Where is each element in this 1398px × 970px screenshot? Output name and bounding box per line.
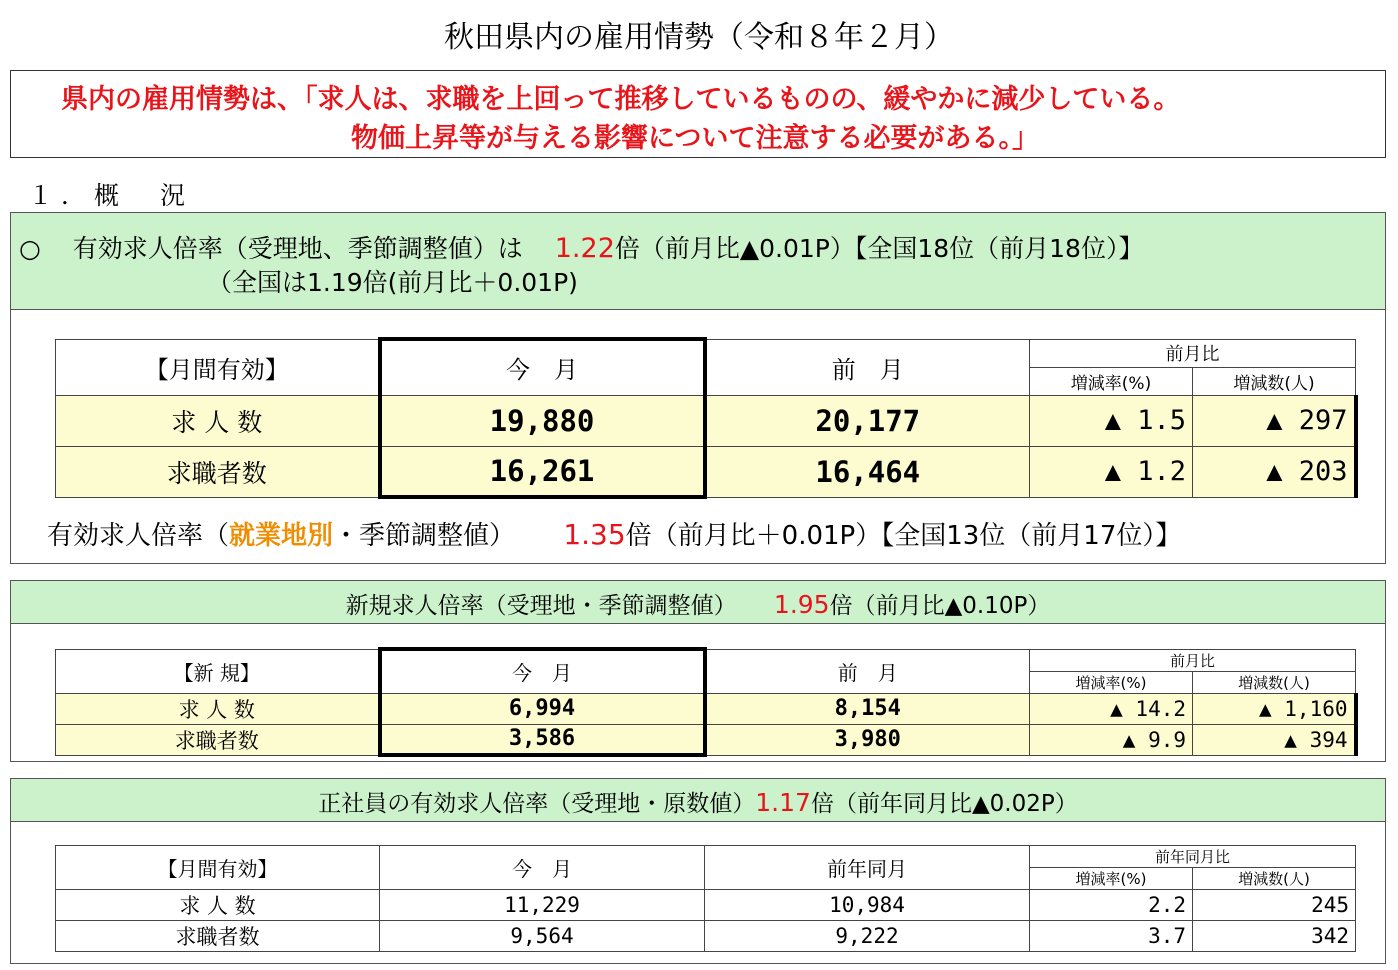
row-rate: ▲ 1.2: [1030, 446, 1193, 497]
table-corner: 【月間有効】: [56, 339, 380, 395]
table-corner: 【新 規】: [56, 649, 380, 693]
panel-effective-ratio: [10, 212, 1386, 564]
workplace-mid: ・季節調整値）: [333, 521, 516, 551]
row-label: 求 人 数: [56, 395, 380, 446]
panel-effective-ratio-header: [11, 213, 1385, 310]
row-rate: ▲ 1.5: [1030, 395, 1193, 446]
summary-box: [10, 70, 1386, 158]
table-row: [56, 446, 1356, 497]
workplace-prefix: 有効求人倍率（: [47, 521, 230, 551]
row-label: 求職者数: [56, 724, 380, 755]
col-prev: 前 月: [705, 649, 1030, 693]
regular-table: [55, 845, 1356, 952]
row-current: 9,564: [380, 921, 705, 952]
ratio2-suffix: 倍（前月比▲0.10P）: [829, 593, 1051, 619]
ratio3-line: [11, 785, 1385, 818]
col-compare: 前年同月比: [1030, 846, 1356, 868]
ratio1-suffix: 倍（前月比▲0.01P）【全国18位（前月18位）】: [614, 234, 1144, 263]
table-row: [56, 693, 1356, 724]
panel-regular-ratio: [10, 778, 1386, 964]
new-table: [55, 647, 1358, 757]
sub-rate: 増減率(%): [1030, 868, 1193, 890]
ratio2-line: [11, 587, 1385, 620]
row-prev: 16,464: [705, 446, 1030, 497]
table-corner: 【月間有効】: [56, 846, 380, 890]
sub-count: 増減数(人): [1193, 367, 1356, 395]
panel-new-ratio-header: [11, 581, 1385, 624]
sub-count: 増減数(人): [1193, 868, 1356, 890]
panel-new-ratio: [10, 580, 1386, 762]
row-current: 6,994: [380, 693, 705, 724]
table-row: [56, 395, 1356, 446]
ratio1-line: [19, 229, 1143, 265]
row-prev: 10,984: [705, 890, 1030, 921]
workplace-suffix: 倍（前月比＋0.01P）【全国13位（前月17位）】: [625, 521, 1182, 551]
col-compare: 前月比: [1030, 339, 1356, 367]
row-current: 11,229: [380, 890, 705, 921]
col-current: 今 月: [380, 339, 705, 395]
row-count: ▲ 203: [1193, 446, 1356, 497]
ratio3-suffix: 倍（前年同月比▲0.02P）: [810, 791, 1078, 817]
row-label: 求職者数: [56, 921, 380, 952]
ratio2-prefix: 新規求人倍率（受理地・季節調整値）: [345, 593, 737, 619]
table-row: [56, 890, 1356, 921]
col-current: 今 月: [380, 846, 705, 890]
table-row: [56, 921, 1356, 952]
col-compare: 前月比: [1030, 649, 1356, 671]
bullet-icon: ○: [19, 234, 41, 263]
row-rate: ▲ 14.2: [1030, 693, 1193, 724]
row-count: ▲ 297: [1193, 395, 1356, 446]
sub-rate: 増減率(%): [1030, 367, 1193, 395]
effective-table: [55, 337, 1358, 499]
row-count: 245: [1193, 890, 1356, 921]
panel-regular-ratio-header: [11, 779, 1385, 822]
row-current: 16,261: [380, 446, 705, 497]
col-prev: 前年同月: [705, 846, 1030, 890]
table-row: [56, 724, 1356, 755]
ratio1-national: （全国は1.19倍(前月比＋0.01P): [207, 268, 578, 297]
summary-line-2: 物価上昇等が与える影響について注意する必要がある。」: [351, 123, 1039, 154]
ratio1-value: 1.22: [554, 233, 615, 264]
section-label: １．概 況: [28, 181, 194, 210]
page-title: 秋田県内の雇用情勢（令和８年２月）: [444, 20, 954, 55]
row-rate: 3.7: [1030, 921, 1193, 952]
row-prev: 20,177: [705, 395, 1030, 446]
row-count: ▲ 1,160: [1193, 693, 1356, 724]
ratio2-value: 1.95: [773, 590, 830, 619]
row-count: 342: [1193, 921, 1356, 952]
workplace-highlight: 就業地別: [229, 521, 334, 551]
summary-line-1: 県内の雇用情勢は、「求人は、求職を上回って推移しているものの、緩やかに減少している。: [61, 84, 1181, 115]
sub-rate: 増減率(%): [1030, 671, 1193, 693]
col-prev: 前 月: [705, 339, 1030, 395]
row-rate: 2.2: [1030, 890, 1193, 921]
ratio3-value: 1.17: [755, 788, 811, 817]
row-label: 求職者数: [56, 446, 380, 497]
row-count: ▲ 394: [1193, 724, 1356, 755]
workplace-value: 1.35: [563, 518, 626, 551]
row-label: 求 人 数: [56, 890, 380, 921]
row-current: 3,586: [380, 724, 705, 755]
row-prev: 8,154: [705, 693, 1030, 724]
row-prev: 9,222: [705, 921, 1030, 952]
workplace-ratio-line: [47, 515, 1181, 552]
row-prev: 3,980: [705, 724, 1030, 755]
sub-count: 増減数(人): [1193, 671, 1356, 693]
col-current: 今 月: [380, 649, 705, 693]
ratio1-prefix: 有効求人倍率（受理地、季節調整値）は: [72, 234, 523, 263]
row-current: 19,880: [380, 395, 705, 446]
ratio3-prefix: 正社員の有効求人倍率（受理地・原数値）: [318, 791, 756, 817]
row-rate: ▲ 9.9: [1030, 724, 1193, 755]
row-label: 求 人 数: [56, 693, 380, 724]
